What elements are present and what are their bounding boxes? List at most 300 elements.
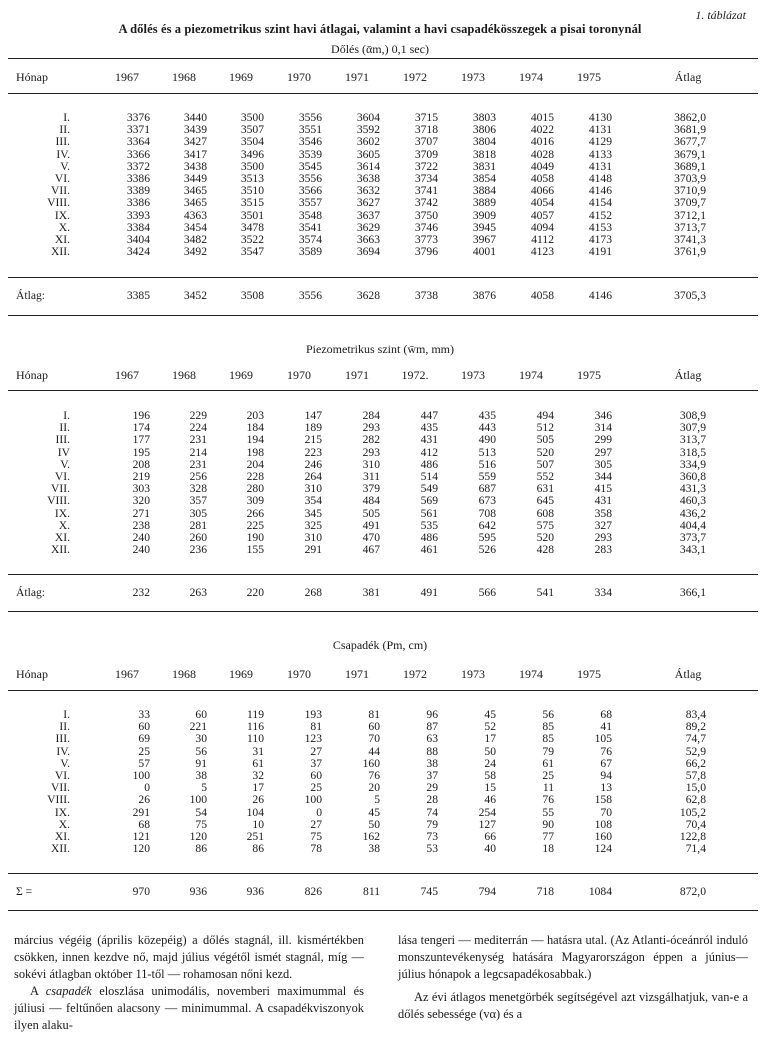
value-cell: 3427: [183, 135, 207, 148]
month-cell: VII.: [51, 184, 70, 197]
value-cell: 90: [542, 818, 554, 831]
value-cell: 3637: [356, 209, 380, 222]
value-cell: 46: [484, 793, 496, 806]
value-cell: 37: [310, 757, 322, 770]
value-cell: 15: [484, 781, 496, 794]
value-cell: 219: [132, 470, 150, 483]
value-cell: 85: [542, 720, 554, 733]
value-cell: 3679,1: [674, 148, 706, 161]
month-cell: III.: [55, 732, 70, 745]
body-paragraph: [14, 983, 364, 1034]
value-cell: 490: [478, 433, 496, 446]
value-cell: 3632: [356, 184, 380, 197]
value-cell: 74,7: [685, 732, 706, 745]
value-cell: 5: [201, 781, 207, 794]
value-cell: 18: [542, 842, 554, 855]
value-cell: 3589: [298, 245, 322, 258]
table-row: [0, 234, 760, 246]
value-cell: 208: [132, 458, 150, 471]
value-cell: 3551: [298, 123, 322, 136]
value-cell: 60: [138, 720, 150, 733]
summary-label: Σ =: [16, 885, 33, 898]
value-cell: 428: [536, 543, 554, 556]
value-cell: 328: [189, 482, 207, 495]
value-cell: 354: [304, 494, 322, 507]
value-cell: 4173: [588, 233, 612, 246]
value-cell: 3515: [240, 196, 264, 209]
table-rule: [8, 574, 758, 575]
summary-value: 826: [304, 885, 322, 898]
value-cell: 360,8: [679, 470, 706, 483]
value-cell: 3449: [183, 172, 207, 185]
value-cell: 3366: [126, 148, 150, 161]
table-summary-row: [0, 587, 760, 599]
value-cell: 61: [252, 757, 264, 770]
table-row: [0, 709, 760, 721]
value-cell: 520: [536, 446, 554, 459]
value-cell: 124: [594, 842, 612, 855]
value-cell: 1972: [403, 667, 427, 681]
value-cell: 251: [246, 830, 264, 843]
section-heading: Dőlés (ᾱm,) 0,1 sec): [331, 42, 429, 56]
month-cell: II.: [59, 720, 70, 733]
value-cell: 3566: [298, 184, 322, 197]
value-cell: 160: [594, 830, 612, 843]
value-cell: 122,8: [679, 830, 706, 843]
value-cell: 516: [478, 458, 496, 471]
value-cell: 57: [138, 757, 150, 770]
value-cell: 0: [144, 781, 150, 794]
value-cell: 467: [362, 543, 380, 556]
value-cell: 3541: [298, 221, 322, 234]
value-cell: 297: [594, 446, 612, 459]
value-cell: 27: [310, 818, 322, 831]
value-cell: 74: [426, 806, 438, 819]
table-row: [0, 782, 760, 794]
month-cell: IV.: [56, 745, 70, 758]
summary-label: Átlag:: [16, 289, 45, 302]
value-cell: 1969: [229, 368, 253, 382]
value-cell: 105,2: [679, 806, 706, 819]
value-cell: 11: [542, 781, 554, 794]
value-cell: Átlag: [674, 667, 702, 681]
table-rule: [8, 390, 758, 391]
table-label: 1. táblázat: [695, 8, 746, 22]
value-cell: 435: [420, 421, 438, 434]
summary-value: 794: [478, 885, 496, 898]
value-cell: 325: [304, 519, 322, 532]
value-cell: 1968: [172, 368, 196, 382]
value-cell: 60: [368, 720, 380, 733]
value-cell: 231: [189, 433, 207, 446]
value-cell: 24: [484, 757, 496, 770]
value-cell: 3761,9: [674, 245, 706, 258]
value-cell: 85: [542, 732, 554, 745]
value-cell: 559: [478, 470, 496, 483]
body-column-left: [14, 932, 364, 1034]
value-cell: 280: [246, 482, 264, 495]
value-cell: 3773: [414, 233, 438, 246]
value-cell: 3492: [183, 245, 207, 258]
value-cell: 1975: [577, 70, 601, 84]
table-row: [0, 532, 760, 544]
value-cell: 30: [195, 732, 207, 745]
value-cell: 3945: [472, 221, 496, 234]
table-rule: [8, 611, 758, 612]
summary-value: 745: [420, 885, 438, 898]
summary-label: Átlag:: [16, 586, 45, 599]
value-cell: 3602: [356, 135, 380, 148]
value-cell: 184: [246, 421, 264, 434]
value-cell: 595: [478, 531, 496, 544]
value-cell: 484: [362, 494, 380, 507]
value-cell: 4152: [588, 209, 612, 222]
value-cell: 71,4: [685, 842, 706, 855]
value-cell: 3440: [183, 111, 207, 124]
value-cell: 1967: [115, 368, 139, 382]
value-cell: 309: [246, 494, 264, 507]
value-cell: 40: [484, 842, 496, 855]
value-cell: 68: [138, 818, 150, 831]
body-paragraph: lása tengeri — mediterrán — hatásra utal. (Az Atlanti-óceánról induló monszuntevékenység hatására Magyarországon éppen a június—július hónapok a legcsapadékosabbak.): [398, 933, 748, 981]
table-row: [0, 770, 760, 782]
value-cell: 20: [368, 781, 380, 794]
value-cell: 147: [304, 409, 322, 422]
value-cell: 1970: [287, 368, 311, 382]
value-cell: 38: [195, 769, 207, 782]
value-cell: 4001: [472, 245, 496, 258]
value-cell: 443: [478, 421, 496, 434]
value-cell: 3605: [356, 148, 380, 161]
value-cell: 346: [594, 409, 612, 422]
value-cell: 3707: [414, 135, 438, 148]
table-rule: [8, 910, 758, 911]
summary-value: 491: [420, 586, 438, 599]
value-cell: 291: [132, 806, 150, 819]
month-cell: III.: [55, 135, 70, 148]
value-cell: 461: [420, 543, 438, 556]
value-cell: 79: [542, 745, 554, 758]
value-cell: 1974: [519, 368, 543, 382]
value-cell: 63: [426, 732, 438, 745]
month-cell: VI.: [54, 172, 70, 185]
value-cell: 3500: [240, 111, 264, 124]
value-cell: 1969: [229, 70, 253, 84]
value-cell: 70,4: [685, 818, 706, 831]
value-cell: 52: [484, 720, 496, 733]
value-cell: 87: [426, 720, 438, 733]
summary-value: 541: [536, 586, 554, 599]
month-cell: VIII.: [47, 196, 70, 209]
value-cell: 83,4: [685, 708, 706, 721]
value-cell: 240: [132, 531, 150, 544]
value-cell: 4131: [588, 160, 612, 173]
value-cell: 3478: [240, 221, 264, 234]
value-cell: 195: [132, 446, 150, 459]
table-row: [0, 447, 760, 459]
value-cell: 307,9: [679, 421, 706, 434]
value-cell: 104: [246, 806, 264, 819]
value-cell: 3734: [414, 172, 438, 185]
value-cell: 3689,1: [674, 160, 706, 173]
value-cell: 311: [363, 470, 380, 483]
month-cell: Hónap: [16, 368, 48, 382]
value-cell: 100: [304, 793, 322, 806]
value-cell: 27: [310, 745, 322, 758]
table-row: [0, 843, 760, 855]
value-cell: 1974: [519, 70, 543, 84]
table-row: [0, 422, 760, 434]
value-cell: 687: [478, 482, 496, 495]
value-cell: 345: [304, 507, 322, 520]
value-cell: 520: [536, 531, 554, 544]
summary-value: 220: [246, 586, 264, 599]
value-cell: 3741,3: [674, 233, 706, 246]
value-cell: 31: [252, 745, 264, 758]
table-row: [0, 544, 760, 556]
month-cell: I.: [63, 111, 70, 124]
value-cell: 3386: [126, 172, 150, 185]
value-cell: 86: [195, 842, 207, 855]
value-cell: 3694: [356, 245, 380, 258]
summary-value: 366,1: [679, 586, 706, 599]
value-cell: 41: [600, 720, 612, 733]
value-cell: 57,8: [685, 769, 706, 782]
value-cell: 3629: [356, 221, 380, 234]
value-cell: 3384: [126, 221, 150, 234]
value-cell: 194: [246, 433, 264, 446]
value-cell: 76: [600, 745, 612, 758]
value-cell: 4130: [588, 111, 612, 124]
value-cell: 225: [246, 519, 264, 532]
section-heading: Piezometrikus szint (w̄m, mm): [306, 342, 454, 356]
table-row: [0, 471, 760, 483]
value-cell: 4191: [588, 245, 612, 258]
value-cell: 373,7: [679, 531, 706, 544]
value-cell: 3715: [414, 111, 438, 124]
value-cell: 3557: [298, 196, 322, 209]
table-row: [0, 520, 760, 532]
value-cell: 4131: [588, 123, 612, 136]
value-cell: 28: [426, 793, 438, 806]
value-cell: 223: [304, 446, 322, 459]
value-cell: 88: [426, 745, 438, 758]
value-cell: 513: [478, 446, 496, 459]
value-cell: 3500: [240, 160, 264, 173]
value-cell: 3742: [414, 196, 438, 209]
month-cell: V.: [60, 160, 70, 173]
value-cell: 3504: [240, 135, 264, 148]
value-cell: 3818: [472, 148, 496, 161]
value-cell: 17: [484, 732, 496, 745]
value-cell: 412: [420, 446, 438, 459]
value-cell: 229: [189, 409, 207, 422]
value-cell: 3424: [126, 245, 150, 258]
value-cell: 3513: [240, 172, 264, 185]
table-row: [0, 831, 760, 843]
value-cell: 512: [536, 421, 554, 434]
value-cell: 67: [600, 757, 612, 770]
value-cell: 162: [362, 830, 380, 843]
value-cell: 3638: [356, 172, 380, 185]
value-cell: 52,9: [685, 745, 706, 758]
month-cell: XII.: [51, 543, 70, 556]
value-cell: 3465: [183, 184, 207, 197]
month-cell: XI.: [54, 233, 70, 246]
table-row: [0, 459, 760, 471]
table-row: [0, 508, 760, 520]
value-cell: 120: [189, 830, 207, 843]
summary-value: 718: [536, 885, 554, 898]
value-cell: 66,2: [685, 757, 706, 770]
value-cell: 415: [594, 482, 612, 495]
month-cell: VIII.: [47, 494, 70, 507]
value-cell: 1974: [519, 667, 543, 681]
month-cell: XII.: [51, 842, 70, 855]
table-row: [0, 149, 760, 161]
table-row: [0, 197, 760, 209]
value-cell: 13: [600, 781, 612, 794]
table-row: [0, 410, 760, 422]
summary-value: 936: [189, 885, 207, 898]
value-cell: 94: [600, 769, 612, 782]
value-cell: 282: [362, 433, 380, 446]
value-cell: 1970: [287, 667, 311, 681]
value-cell: 3574: [298, 233, 322, 246]
table-row: [0, 210, 760, 222]
month-cell: XI.: [54, 830, 70, 843]
value-cell: 3713,7: [674, 221, 706, 234]
value-cell: 61: [542, 757, 554, 770]
value-cell: 260: [189, 531, 207, 544]
value-cell: 320: [132, 494, 150, 507]
value-cell: 3501: [240, 209, 264, 222]
value-cell: 17: [252, 781, 264, 794]
value-cell: 264: [304, 470, 322, 483]
value-cell: 76: [368, 769, 380, 782]
value-cell: 177: [132, 433, 150, 446]
value-cell: 3614: [356, 160, 380, 173]
table-row: [0, 161, 760, 173]
value-cell: 491: [362, 519, 380, 532]
table-header-row: [0, 668, 760, 680]
month-cell: VII.: [51, 781, 70, 794]
value-cell: 4146: [588, 184, 612, 197]
value-cell: 4153: [588, 221, 612, 234]
value-cell: 32: [252, 769, 264, 782]
table-row: [0, 721, 760, 733]
value-cell: 310: [304, 482, 322, 495]
value-cell: 116: [247, 720, 264, 733]
month-cell: XII.: [51, 245, 70, 258]
value-cell: 3854: [472, 172, 496, 185]
value-cell: 431: [594, 494, 612, 507]
value-cell: 236: [189, 543, 207, 556]
value-cell: 4129: [588, 135, 612, 148]
value-cell: 431: [420, 433, 438, 446]
table-row: [0, 124, 760, 136]
value-cell: 91: [195, 757, 207, 770]
value-cell: 552: [536, 470, 554, 483]
table-row: [0, 173, 760, 185]
value-cell: 447: [420, 409, 438, 422]
value-cell: 238: [132, 519, 150, 532]
value-cell: 70: [368, 732, 380, 745]
value-cell: 358: [594, 507, 612, 520]
table-summary-row: [0, 886, 760, 898]
value-cell: 160: [362, 757, 380, 770]
value-cell: 3389: [126, 184, 150, 197]
month-cell: III.: [55, 433, 70, 446]
summary-value: 3508: [240, 289, 264, 302]
value-cell: 53: [426, 842, 438, 855]
summary-value: 4058: [530, 289, 554, 302]
month-cell: VII.: [51, 482, 70, 495]
value-cell: 3546: [298, 135, 322, 148]
value-cell: 3507: [240, 123, 264, 136]
value-cell: 3604: [356, 111, 380, 124]
value-cell: 293: [362, 446, 380, 459]
month-cell: V.: [60, 757, 70, 770]
value-cell: 26: [252, 793, 264, 806]
value-cell: 1971: [345, 368, 369, 382]
value-cell: 37: [426, 769, 438, 782]
value-cell: 3709: [414, 148, 438, 161]
value-cell: 79: [426, 818, 438, 831]
summary-value: 268: [304, 586, 322, 599]
value-cell: 50: [484, 745, 496, 758]
value-cell: 343,1: [679, 543, 706, 556]
value-cell: 526: [478, 543, 496, 556]
value-cell: 1970: [287, 70, 311, 84]
table-rule: [8, 277, 758, 278]
value-cell: 60: [195, 708, 207, 721]
value-cell: 486: [420, 531, 438, 544]
value-cell: 3889: [472, 196, 496, 209]
value-cell: 246: [304, 458, 322, 471]
value-cell: 1972.: [401, 368, 429, 382]
value-cell: 642: [478, 519, 496, 532]
value-cell: 3703,9: [674, 172, 706, 185]
value-cell: 96: [426, 708, 438, 721]
value-cell: 25: [138, 745, 150, 758]
value-cell: 66: [484, 830, 496, 843]
value-cell: 3804: [472, 135, 496, 148]
value-cell: 4363: [183, 209, 207, 222]
value-cell: 4028: [530, 148, 554, 161]
value-cell: 127: [478, 818, 496, 831]
month-cell: VI.: [54, 769, 70, 782]
month-cell: Hónap: [16, 667, 48, 681]
value-cell: 3709,7: [674, 196, 706, 209]
value-cell: 196: [132, 409, 150, 422]
text-run: A: [30, 984, 46, 998]
value-cell: 78: [310, 842, 322, 855]
month-cell: I.: [63, 409, 70, 422]
value-cell: 1967: [115, 70, 139, 84]
month-cell: IX.: [54, 209, 70, 222]
value-cell: 5: [374, 793, 380, 806]
value-cell: 108: [594, 818, 612, 831]
value-cell: 25: [542, 769, 554, 782]
table-rule: [8, 315, 758, 316]
value-cell: 4154: [588, 196, 612, 209]
value-cell: 3539: [298, 148, 322, 161]
value-cell: 120: [132, 842, 150, 855]
month-cell: IV.: [56, 148, 70, 161]
value-cell: 198: [246, 446, 264, 459]
value-cell: 50: [368, 818, 380, 831]
